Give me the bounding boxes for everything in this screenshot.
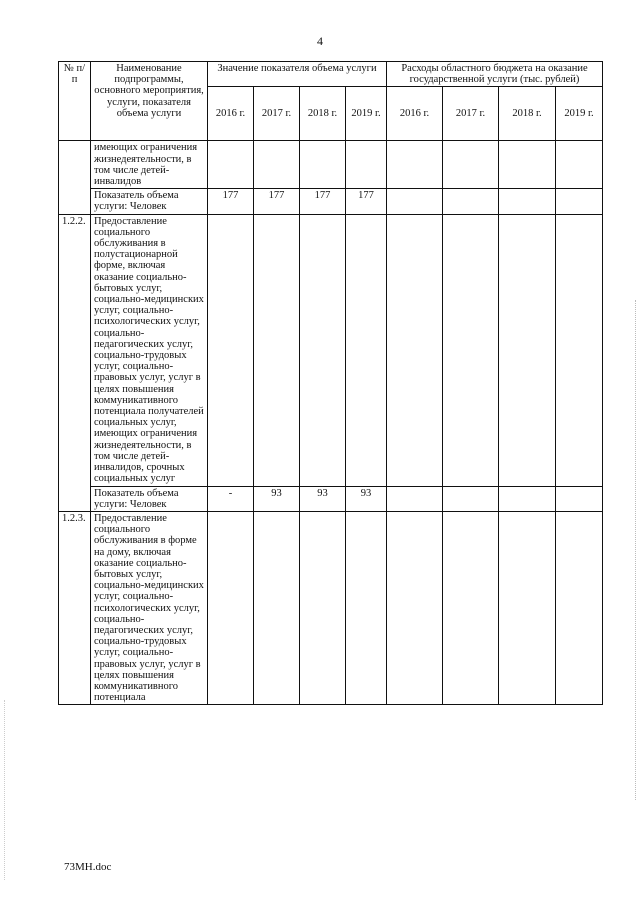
table-row [59,486,603,511]
value-cell [346,141,387,189]
year-header-indicator: 2018 г. [300,87,346,141]
value-cell: 93 [346,486,387,511]
table-row [59,141,603,189]
value-cell [208,511,254,704]
year-header-indicator: 2017 г. [254,87,300,141]
budget-cell [387,189,443,214]
year-header-budget: 2019 г. [556,87,603,141]
row-name: Предоставление социального обслуживания в форме на дому, включая оказание социально-бытовых услуг, социально-медицинских услуг, социально-психологических услуг, социально-педагогических услуг, социально-трудовых услуг, социально-правовых услуг, услуг в целях повышения коммуникативного потенциала [91,511,208,704]
budget-cell [387,511,443,704]
budget-cell [499,486,556,511]
row-name: Показатель объема услуги: Человек [91,189,208,214]
value-cell [254,214,300,486]
budget-cell [499,141,556,189]
row-name: Предоставление социального обслуживания в полустационарной форме, включая оказание социально-бытовых услуг, социально-медицинских услуг, социально-психологических услуг, социально-педагогических услуг, социально-трудовых услуг, социально-правовых услуг, услуг в целях повышения коммуникативного потенциала получателей социальных услуг, имеющих ограничения жизнедеятельности, в том числе детей-инвалидов, срочных социальных услуг [91,214,208,486]
budget-cell [556,141,603,189]
scan-edge-marks [4,700,7,880]
budget-cell [556,511,603,704]
value-cell: 93 [254,486,300,511]
col-header-name: Наименование подпрограммы, основного мероприятия, услуги, показателя объема услуги [91,62,208,141]
budget-cell [443,141,499,189]
row-num: 1.2.2. [59,214,91,511]
value-cell: - [208,486,254,511]
value-cell: 177 [254,189,300,214]
row-name: Показатель объема услуги: Человек [91,486,208,511]
value-cell [254,511,300,704]
row-num: 1.2.3. [59,511,91,704]
footer-filename: 73МН.doc [64,861,112,873]
budget-cell [443,511,499,704]
budget-cell [556,214,603,486]
value-cell [254,141,300,189]
value-cell: 177 [208,189,254,214]
budget-cell [443,486,499,511]
value-cell: 177 [346,189,387,214]
value-cell [208,214,254,486]
table-row [59,511,603,704]
budget-cell [499,189,556,214]
value-cell [300,214,346,486]
budget-cell [387,486,443,511]
value-cell: 177 [300,189,346,214]
budget-cell [443,189,499,214]
header-row-1 [59,62,603,87]
year-header-indicator: 2016 г. [208,87,254,141]
value-cell [300,511,346,704]
table-row [59,189,603,214]
budget-cell [387,141,443,189]
year-header-budget: 2016 г. [387,87,443,141]
budget-cell [499,511,556,704]
row-num [59,141,91,214]
value-cell [346,214,387,486]
budget-cell [556,189,603,214]
budget-cell [556,486,603,511]
table-row [59,214,603,486]
col-header-budget-group: Расходы областного бюджета на оказание государственной услуги (тыс. рублей) [387,62,603,87]
program-table [58,61,603,705]
value-cell: 93 [300,486,346,511]
scan-edge-marks [633,300,636,800]
budget-cell [443,214,499,486]
col-header-num: № п/п [59,62,91,141]
value-cell [300,141,346,189]
budget-cell [499,214,556,486]
year-header-budget: 2018 г. [499,87,556,141]
year-header-indicator: 2019 г. [346,87,387,141]
row-name: имеющих ограничения жизнедеятельности, в том числе детей-инвалидов [91,141,208,189]
value-cell [346,511,387,704]
page-number: 4 [317,34,323,48]
year-header-budget: 2017 г. [443,87,499,141]
col-header-indicator-group: Значение показателя объема услуги [208,62,387,87]
value-cell [208,141,254,189]
budget-cell [387,214,443,486]
